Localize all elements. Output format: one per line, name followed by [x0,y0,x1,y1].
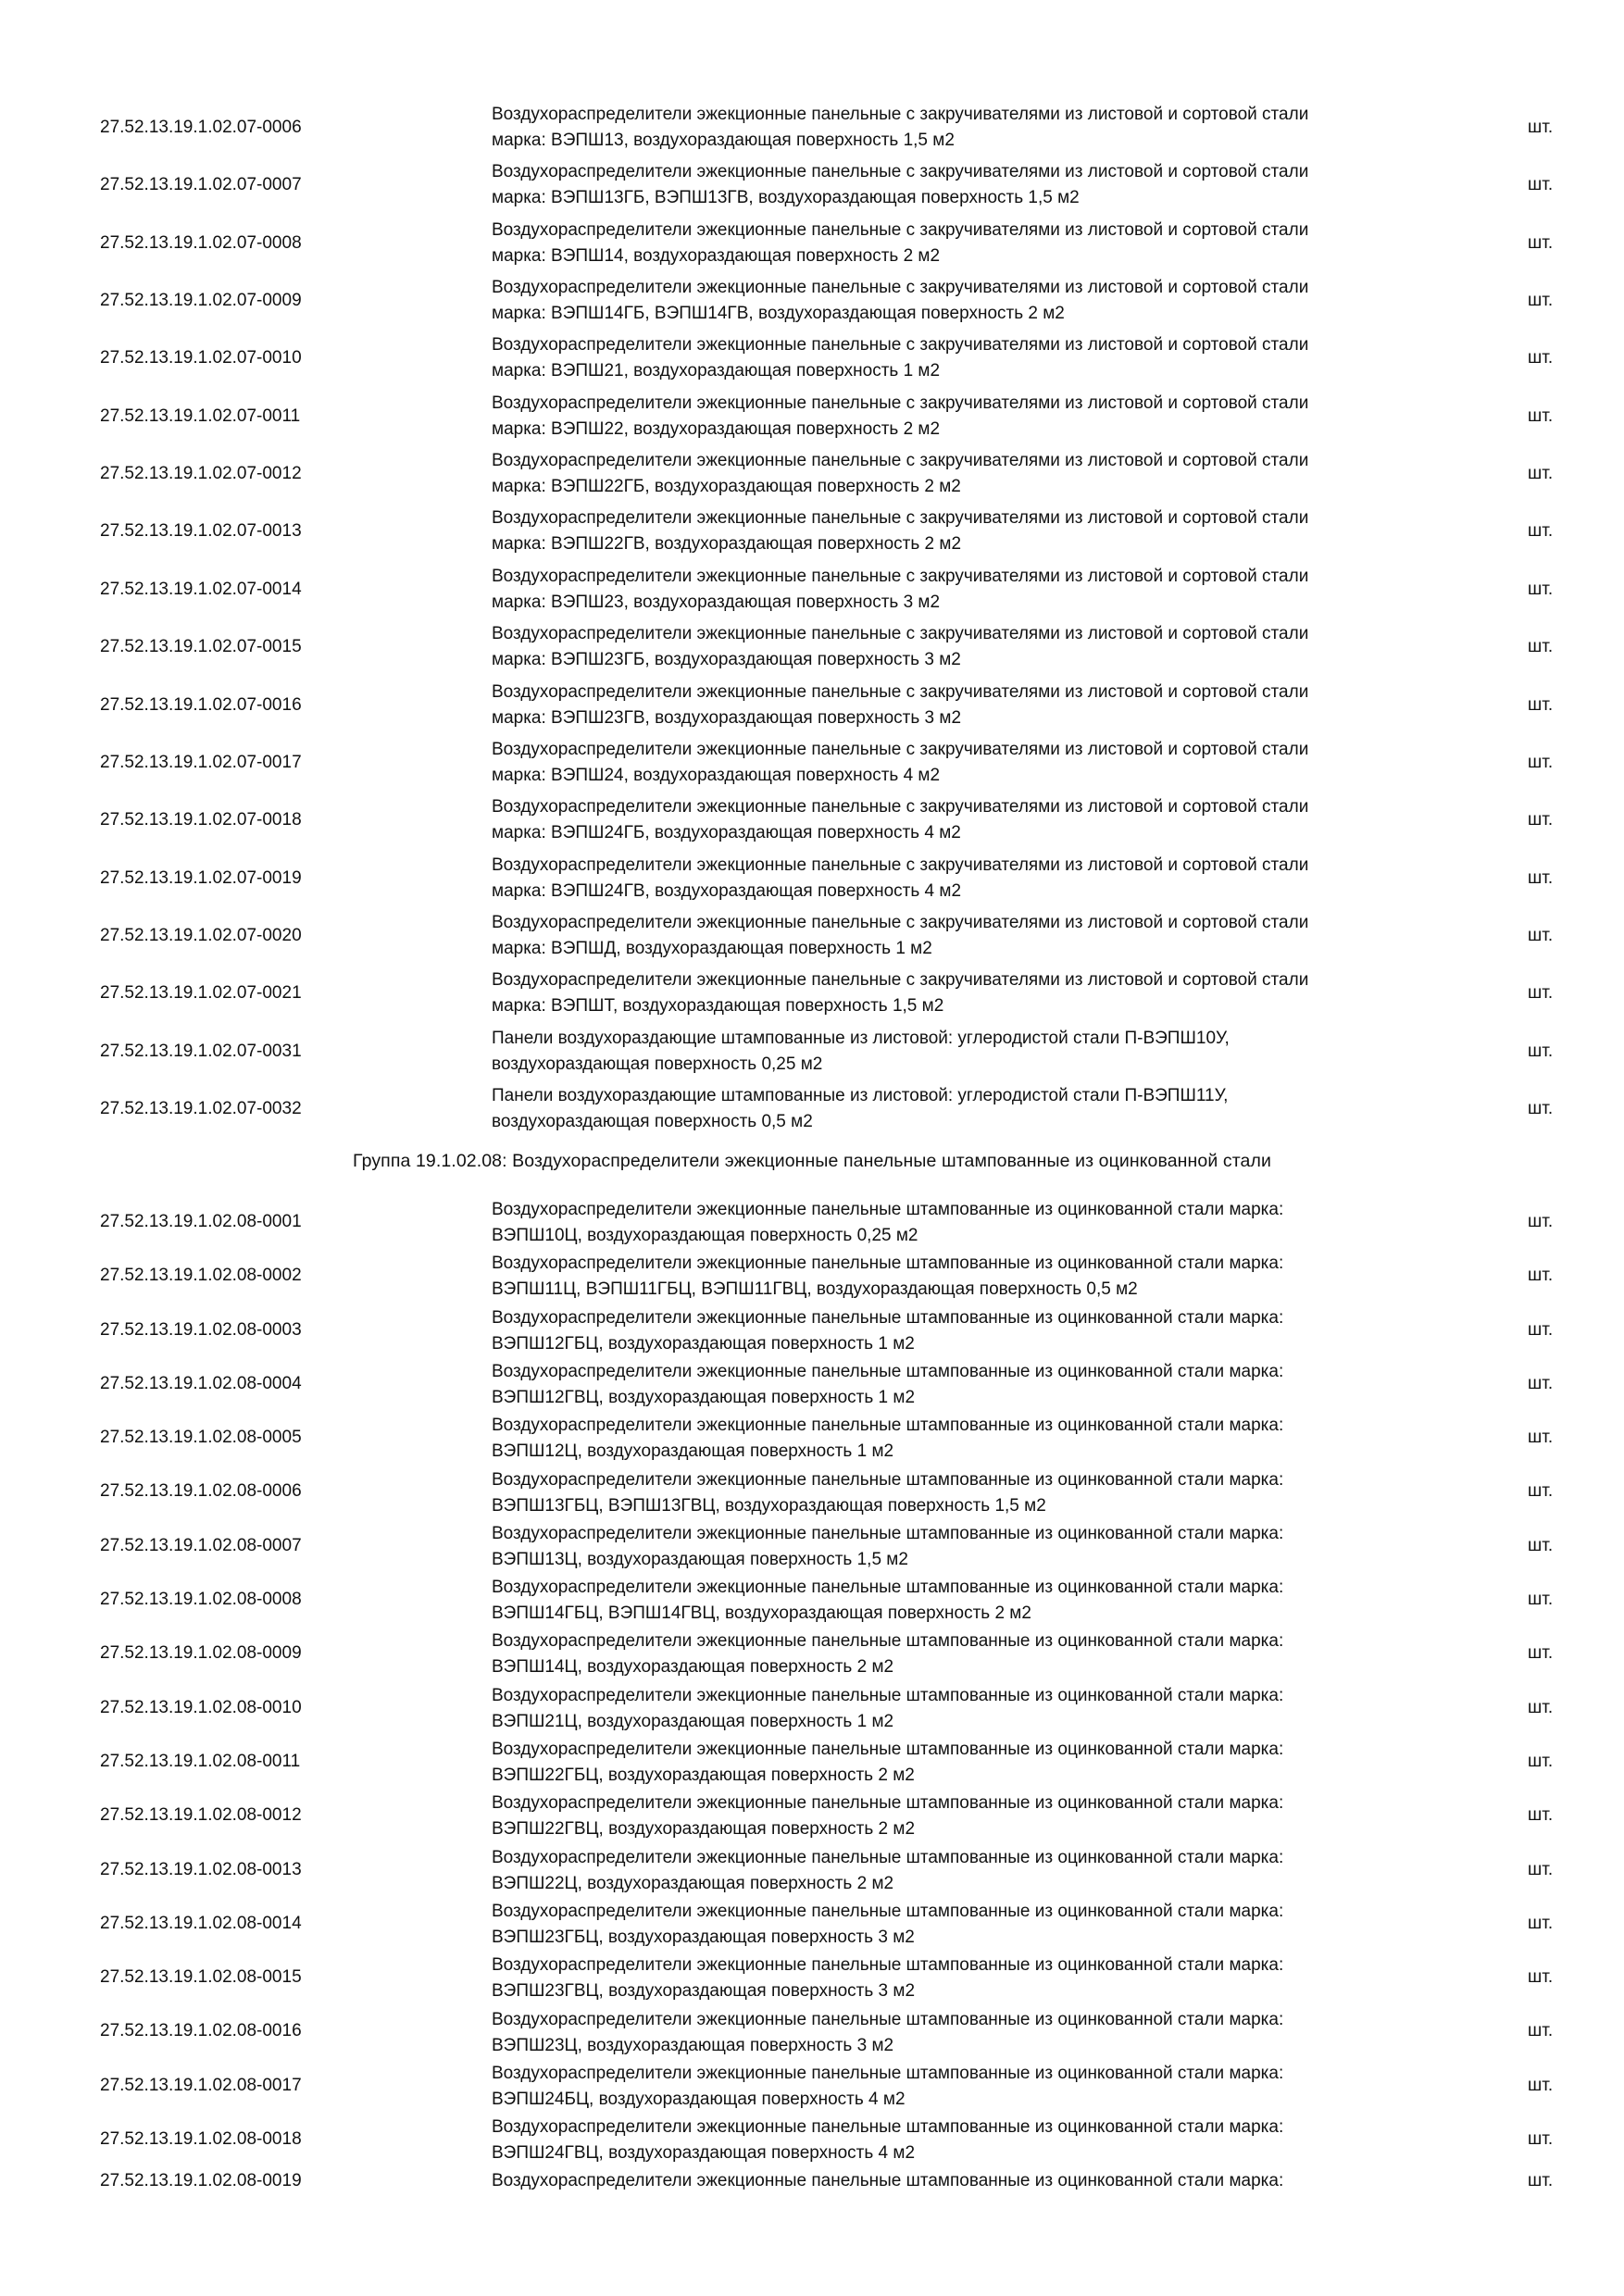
resource-name [492,1359,1464,1411]
resource-name-line-2: ВЭПШ24БЦ, воздухораздающая поверхность 4 м2 [492,2089,906,2109]
resource-name-line-1: Воздухораспределители эжекционные панельные с закручивателями из листовой и сортовой стали [492,105,1309,124]
resource-name-line-2: марка: ВЭПШ24ГБ, воздухораздающая поверхность 4 м2 [492,823,961,843]
resource-name [492,1467,1464,1519]
resource-name-line-2: ВЭПШ21Ц, воздухораздающая поверхность 1 м2 [492,1711,894,1731]
unit-of-measure: шт. [1528,867,1554,888]
resource-name [492,794,1464,846]
resource-code: 27.52.13.19.1.02.08-0007 [100,1535,302,1555]
unit-of-measure: шт. [1528,694,1554,715]
resource-code: 27.52.13.19.1.02.08-0001 [100,1211,302,1231]
resource-code: 27.52.13.19.1.02.07-0008 [100,232,302,253]
unit-of-measure: шт. [1528,1319,1554,1340]
resource-name [492,332,1464,384]
resource-name-line-1: Воздухораспределители эжекционные панельные штампованные из оцинкованной стали марка: [492,2117,1284,2138]
resource-name-line-1: Воздухораспределители эжекционные панельные штампованные из оцинкованной стали марка: [492,1631,1284,1652]
resource-code: 27.52.13.19.1.02.07-0015 [100,637,302,657]
resource-code: 27.52.13.19.1.02.08-0016 [100,2021,302,2041]
resource-name-line-2: ВЭПШ23ГВЦ, воздухораздающая поверхность 3 м2 [492,1981,916,2002]
resource-name [492,910,1464,962]
resource-code: 27.52.13.19.1.02.08-0017 [100,2075,302,2095]
resource-name [492,967,1464,1019]
unit-of-measure: шт. [1528,2171,1554,2191]
unit-of-measure: шт. [1528,1643,1554,1664]
resource-name [492,2061,1464,2113]
resource-name-line-2: марка: ВЭПШ23ГВ, воздухораздающая поверхность 3 м2 [492,707,962,728]
unit-of-measure: шт. [1528,291,1554,311]
resource-code: 27.52.13.19.1.02.08-0003 [100,1319,302,1340]
resource-name-line-1: Воздухораспределители эжекционные панельные штампованные из оцинкованной стали марка: [492,1416,1284,1436]
group-heading: Группа 19.1.02.08: Воздухораспределители эжекционные панельные штампованные из оцинкованной стали [353,1151,1271,1171]
resource-name-line-1: Воздухораспределители эжекционные панельные штампованные из оцинкованной стали марка: [492,1200,1284,1219]
resource-name [492,2115,1464,2166]
resource-name [492,1683,1464,1735]
unit-of-measure: шт. [1528,1481,1554,1502]
unit-of-measure: шт. [1528,2021,1554,2041]
resource-name-line-2: ВЭПШ10Ц, воздухораздающая поверхность 0,25 м2 [492,1226,918,1245]
resource-name [492,218,1464,269]
resource-name-line-2: марка: ВЭПШ14ГБ, ВЭПШ14ГВ, воздухораздающая поверхность 2 м2 [492,304,1065,324]
unit-of-measure: шт. [1528,464,1554,484]
resource-name-line-2: марка: ВЭПШ13, воздухораздающая поверхность 1,5 м2 [492,131,955,150]
resource-name-line-2: марка: ВЭПШ21, воздухораздающая поверхность 1 м2 [492,361,941,381]
resource-name-line-1: Воздухораспределители эжекционные панельные с закручивателями из листовой и сортовой стали [492,393,1309,413]
unit-of-measure: шт. [1528,1859,1554,1879]
resource-name [492,1845,1464,1897]
resource-name-line-2: ВЭПШ22ГВЦ, воздухораздающая поверхность 2 м2 [492,1819,916,1840]
resource-code: 27.52.13.19.1.02.07-0032 [100,1098,302,1118]
resource-name-line-2: воздухораздающая поверхность 0,25 м2 [492,1054,823,1074]
resource-name [492,391,1464,443]
resource-name-line-2: марка: ВЭПШ23ГБ, воздухораздающая поверхность 3 м2 [492,650,961,670]
unit-of-measure: шт. [1528,1590,1554,1610]
resource-name [492,737,1464,789]
resource-name-line-1: Панели воздухораздающие штампованные из листовой: углеродистой стали П-ВЭПШ11У, [492,1085,1229,1105]
resource-name-line-2: ВЭПШ24ГВЦ, воздухораздающая поверхность 4 м2 [492,2143,916,2164]
unit-of-measure: шт. [1528,1041,1554,1061]
resource-name-line-1: Воздухораспределители эжекционные панельные с закручивателями из листовой и сортовой стали [492,162,1309,182]
resource-name-line-2: ВЭПШ12Ц, воздухораздающая поверхность 1 м2 [492,1441,894,1462]
resource-name-line-2: марка: ВЭПШ13ГБ, ВЭПШ13ГВ, воздухораздающая поверхность 1,5 м2 [492,188,1080,208]
resource-name-line-1: Воздухораспределители эжекционные панельные штампованные из оцинкованной стали марка: [492,1523,1284,1543]
resource-name [492,448,1464,500]
resource-name [492,680,1464,731]
resource-name-line-2: ВЭПШ23ГБЦ, воздухораздающая поверхность 3 м2 [492,1927,915,1947]
resource-name-line-2: ВЭПШ11Ц, ВЭПШ11ГБЦ, ВЭПШ11ГВЦ, воздухораздающая поверхность 0,5 м2 [492,1279,1138,1300]
resource-name-line-2: ВЭПШ22Ц, воздухораздающая поверхность 2 м2 [492,1873,894,1893]
resource-code: 27.52.13.19.1.02.07-0007 [100,175,302,195]
resource-name-line-2: марка: ВЭПШ23, воздухораздающая поверхность 3 м2 [492,592,941,612]
resource-name-line-1: Воздухораспределители эжекционные панельные штампованные из оцинкованной стали марка: [492,1469,1284,1490]
resource-name-line-2: ВЭПШ22ГБЦ, воздухораздающая поверхность 2 м2 [492,1766,915,1785]
resource-name-line-2: марка: ВЭПШ24ГВ, воздухораздающая поверхность 4 м2 [492,880,962,901]
resource-name [492,1521,1464,1573]
resource-name-line-1: Воздухораспределители эжекционные панельные с закручивателями из листовой и сортовой стали [492,624,1309,644]
resource-name [492,1953,1464,2004]
resource-name-line-2: ВЭПШ13Ц, воздухораздающая поверхность 1,5 м2 [492,1549,908,1569]
resource-name-line-1: Воздухораспределители эжекционные панельные с закручивателями из листовой и сортовой стали [492,739,1309,759]
resource-name-line-1: Воздухораспределители эжекционные панельные с закручивателями из листовой и сортовой стали [492,681,1309,702]
resource-name-line-2: ВЭПШ23Ц, воздухораздающая поверхность 3 м2 [492,2035,894,2055]
resource-code: 27.52.13.19.1.02.07-0019 [100,867,302,888]
resource-name-line-2: ВЭПШ12ГБЦ, воздухораздающая поверхность 1 м2 [492,1333,915,1354]
resource-code: 27.52.13.19.1.02.07-0016 [100,694,302,715]
resource-name [492,2168,1464,2194]
unit-of-measure: шт. [1528,406,1554,426]
resource-code: 27.52.13.19.1.02.08-0006 [100,1481,302,1502]
resource-name-line-1: Воздухораспределители эжекционные панельные штампованные из оцинкованной стали марка: [492,2009,1284,2029]
unit-of-measure: шт. [1528,1697,1554,1717]
resource-code: 27.52.13.19.1.02.08-0013 [100,1859,302,1879]
resource-name-line-1: Воздухораспределители эжекционные панельные штампованные из оцинкованной стали марка: [492,1361,1284,1381]
unit-of-measure: шт. [1528,2075,1554,2095]
resource-name-line-1: Воздухораспределители эжекционные панельные с закручивателями из листовой и сортовой стали [492,566,1309,586]
resource-name [492,564,1464,616]
resource-name-line-2: ВЭПШ13ГБЦ, ВЭПШ13ГВЦ, воздухораздающая поверхность 1,5 м2 [492,1495,1046,1516]
resource-code: 27.52.13.19.1.02.08-0019 [100,2171,302,2191]
resource-name-line-2: марка: ВЭПШ22ГБ, воздухораздающая поверхность 2 м2 [492,477,961,497]
unit-of-measure: шт. [1528,1913,1554,1933]
resource-name [492,853,1464,905]
resource-name-line-1: Воздухораспределители эжекционные панельные с закручивателями из листовой и сортовой стали [492,508,1309,529]
resource-name [492,1197,1464,1249]
unit-of-measure: шт. [1528,232,1554,253]
resource-name-line-1: Воздухораспределители эжекционные панельные с закручивателями из листовой и сортовой стали [492,912,1309,932]
resource-name-line-1: Воздухораспределители эжекционные панельные штампованные из оцинкованной стали марка: [492,1955,1284,1976]
resource-code: 27.52.13.19.1.02.08-0014 [100,1913,302,1933]
resource-code: 27.52.13.19.1.02.07-0014 [100,579,302,599]
resource-name [492,1737,1464,1789]
resource-code: 27.52.13.19.1.02.07-0018 [100,810,302,830]
resource-name-line-2: ВЭПШ14Ц, воздухораздающая поверхность 2 м2 [492,1657,894,1678]
unit-of-measure: шт. [1528,521,1554,542]
resource-name [492,621,1464,673]
resource-name-line-1: Воздухораспределители эжекционные панельные штампованные из оцинкованной стали марка: [492,1901,1284,1921]
resource-code: 27.52.13.19.1.02.07-0012 [100,464,302,484]
resource-name-line-1: Воздухораспределители эжекционные панельные штампованные из оцинкованной стали марка: [492,1307,1284,1328]
resource-name [492,1305,1464,1357]
resource-name-line-2: марка: ВЭПШТ, воздухораздающая поверхность 1,5 м2 [492,996,944,1017]
unit-of-measure: шт. [1528,175,1554,195]
resource-code: 27.52.13.19.1.02.08-0012 [100,1805,302,1826]
resource-name [492,102,1464,154]
resource-code: 27.52.13.19.1.02.07-0009 [100,291,302,311]
resource-name-line-1: Воздухораспределители эжекционные панельные штампованные из оцинкованной стали марка: [492,2063,1284,2083]
resource-name-line-1: Воздухораспределители эжекционные панельные с закручивателями из листовой и сортовой стали [492,451,1309,471]
resource-name-line-1: Воздухораспределители эжекционные панельные с закручивателями из листовой и сортовой стали [492,278,1309,298]
resource-name [492,1251,1464,1303]
resource-code: 27.52.13.19.1.02.08-0005 [100,1428,302,1448]
resource-name [492,159,1464,211]
resource-code: 27.52.13.19.1.02.07-0006 [100,118,302,138]
resource-code: 27.52.13.19.1.02.08-0008 [100,1590,302,1610]
resource-code: 27.52.13.19.1.02.08-0002 [100,1266,302,1286]
resource-name-line-2: марка: ВЭПШ14, воздухораздающая поверхность 2 м2 [492,245,941,266]
resource-code: 27.52.13.19.1.02.07-0031 [100,1041,302,1061]
unit-of-measure: шт. [1528,1373,1554,1393]
resource-name-line-1: Воздухораспределители эжекционные панельные штампованные из оцинкованной стали марка: [492,1793,1284,1814]
resource-name-line-1: Воздухораспределители эжекционные панельные с закручивателями из листовой и сортовой стали [492,335,1309,356]
resource-code: 27.52.13.19.1.02.07-0017 [100,752,302,772]
resource-code: 27.52.13.19.1.02.08-0004 [100,1373,302,1393]
resource-name [492,505,1464,557]
resource-name [492,275,1464,327]
resource-name-line-2: воздухораздающая поверхность 0,5 м2 [492,1111,813,1131]
unit-of-measure: шт. [1528,637,1554,657]
resource-code: 27.52.13.19.1.02.08-0011 [100,1751,301,1771]
resource-name-line-1: Воздухораспределители эжекционные панельные с закручивателями из листовой и сортовой стали [492,855,1309,875]
unit-of-measure: шт. [1528,579,1554,599]
unit-of-measure: шт. [1528,2129,1554,2150]
unit-of-measure: шт. [1528,1535,1554,1555]
resource-name-line-1: Воздухораспределители эжекционные панельные с закручивателями из листовой и сортовой стали [492,797,1309,817]
resource-code: 27.52.13.19.1.02.08-0015 [100,1967,302,1988]
resource-name-line-1: Воздухораспределители эжекционные панельные штампованные из оцинкованной стали марка: [492,1847,1284,1867]
unit-of-measure: шт. [1528,1098,1554,1118]
resource-code: 27.52.13.19.1.02.07-0011 [100,406,301,426]
unit-of-measure: шт. [1528,983,1554,1004]
resource-name-line-2: ВЭПШ14ГБЦ, ВЭПШ14ГВЦ, воздухораздающая поверхность 2 м2 [492,1603,1031,1624]
unit-of-measure: шт. [1528,1805,1554,1826]
resource-name [492,1413,1464,1465]
resource-code: 27.52.13.19.1.02.07-0013 [100,521,302,542]
resource-name [492,1026,1464,1078]
resource-name-line-1: Воздухораспределители эжекционные панельные штампованные из оцинкованной стали марка: [492,2171,1284,2191]
resource-code: 27.52.13.19.1.02.08-0018 [100,2129,302,2150]
unit-of-measure: шт. [1528,810,1554,830]
resource-name-line-2: марка: ВЭПШ22ГВ, воздухораздающая поверхность 2 м2 [492,534,962,555]
unit-of-measure: шт. [1528,348,1554,368]
resource-code: 27.52.13.19.1.02.08-0009 [100,1643,302,1664]
resource-name [492,1083,1464,1135]
resource-name-line-1: Воздухораспределители эжекционные панельные с закручивателями из листовой и сортовой стали [492,970,1309,991]
unit-of-measure: шт. [1528,752,1554,772]
resource-code: 27.52.13.19.1.02.07-0010 [100,348,302,368]
resource-name-line-2: марка: ВЭПШД, воздухораздающая поверхность 1 м2 [492,938,932,958]
resource-name-line-1: Воздухораспределители эжекционные панельные штампованные из оцинкованной стали марка: [492,1254,1284,1274]
resource-name [492,1899,1464,1951]
resource-name-line-2: марка: ВЭПШ22, воздухораздающая поверхность 2 м2 [492,418,941,439]
resource-name-line-1: Панели воздухораздающие штампованные из листовой: углеродистой стали П-ВЭПШ10У, [492,1028,1230,1048]
resource-name-line-1: Воздухораспределители эжекционные панельные штампованные из оцинкованной стали марка: [492,1740,1284,1759]
unit-of-measure: шт. [1528,1211,1554,1231]
unit-of-measure: шт. [1528,1751,1554,1771]
unit-of-measure: шт. [1528,118,1554,138]
resource-name-line-2: ВЭПШ12ГВЦ, воздухораздающая поверхность 1 м2 [492,1387,916,1407]
resource-name [492,1575,1464,1627]
unit-of-measure: шт. [1528,925,1554,945]
unit-of-measure: шт. [1528,1428,1554,1448]
resource-code: 27.52.13.19.1.02.07-0020 [100,925,302,945]
resource-name-line-1: Воздухораспределители эжекционные панельные штампованные из оцинкованной стали марка: [492,1578,1284,1598]
unit-of-measure: шт. [1528,1266,1554,1286]
resource-name [492,1791,1464,1842]
unit-of-measure: шт. [1528,1967,1554,1988]
resource-code: 27.52.13.19.1.02.08-0010 [100,1697,302,1717]
resource-name-line-2: марка: ВЭПШ24, воздухораздающая поверхность 4 м2 [492,765,941,785]
resource-code: 27.52.13.19.1.02.07-0021 [100,983,302,1004]
resource-name [492,1628,1464,1680]
resource-name [492,2007,1464,2059]
resource-name-line-1: Воздухораспределители эжекционные панельные штампованные из оцинкованной стали марка: [492,1685,1284,1705]
resource-name-line-1: Воздухораспределители эжекционные панельные с закручивателями из листовой и сортовой стали [492,219,1309,240]
